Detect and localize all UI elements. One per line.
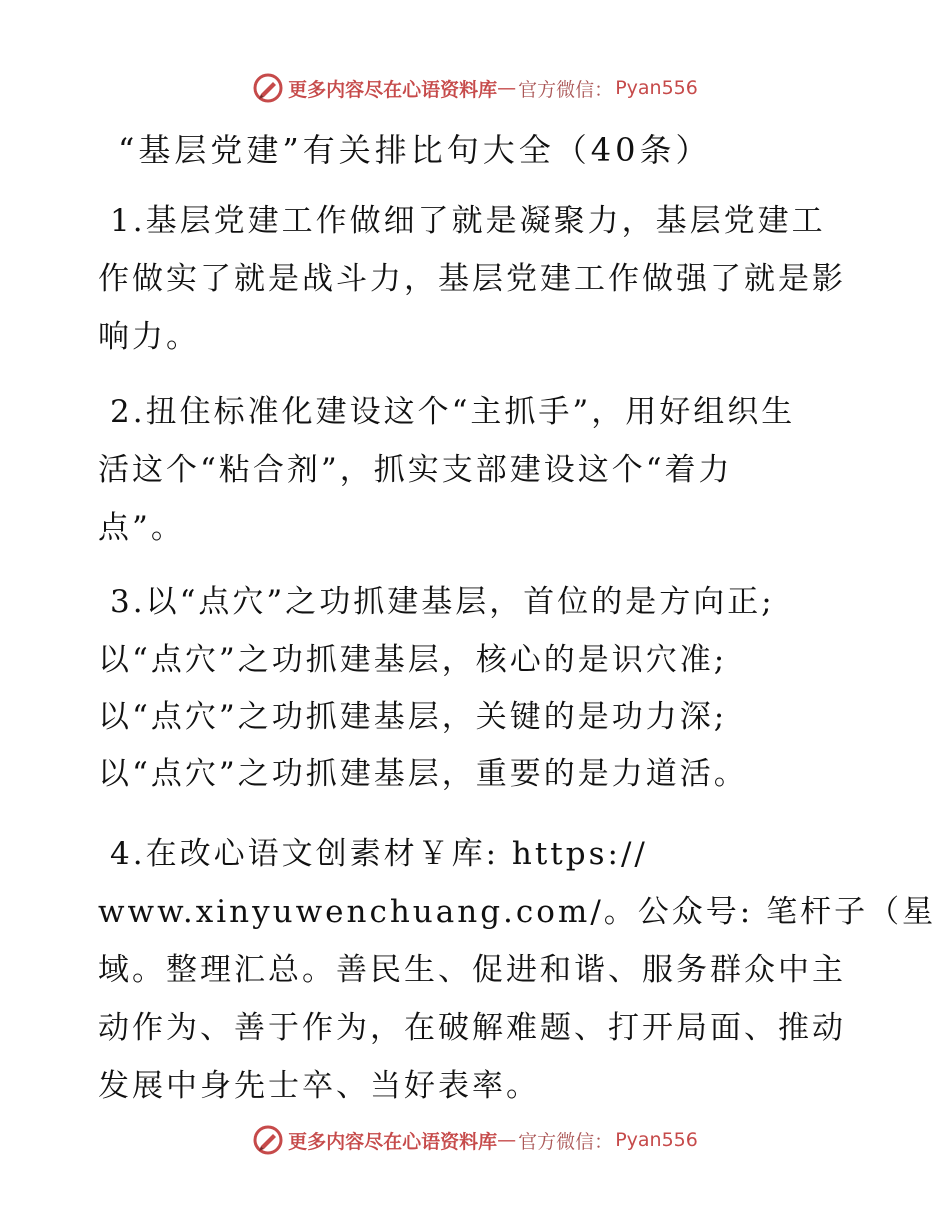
paragraph-line: 活这个“粘合剂”，抓实支部建设这个“着力 xyxy=(98,452,733,488)
paragraph-3 xyxy=(98,574,858,803)
paragraph-line: 域。整理汇总。善民生、促进和谐、服务群众中主 xyxy=(98,952,846,988)
banner-wechat-id: Pyan556 xyxy=(615,1129,698,1151)
banner-wechat-label: 官方微信： xyxy=(518,78,614,101)
pen-logo-icon xyxy=(252,72,284,104)
paragraph-line: 以“点穴”之功抓建基层，关键的是功力深; xyxy=(98,699,728,735)
banner-dash: — xyxy=(497,77,517,99)
paragraph-line: www.xinyuwenchuang.com/。公众号: 笔杆子（星 xyxy=(98,894,937,930)
footer-watermark-banner xyxy=(0,1124,950,1156)
paragraph-line: 发展中身先士卒、当好表率。 xyxy=(98,1068,540,1104)
banner-main-text: 更多内容尽在心语资料库 xyxy=(288,1130,498,1153)
paragraph-line: 作做实了就是战斗力，基层党建工作做强了就是影 xyxy=(98,261,846,297)
paragraph-line: 响力。 xyxy=(98,319,200,355)
banner-main-text: 更多内容尽在心语资料库 xyxy=(288,78,498,101)
pen-logo-icon xyxy=(252,1124,284,1156)
paragraph-line: 以“点穴”之功抓建基层，核心的是识穴准; xyxy=(98,642,728,678)
paragraph-line: 3.以“点穴”之功抓建基层，首位的是方向正; xyxy=(110,584,775,620)
banner-dash: — xyxy=(497,1129,517,1151)
paragraph-line: 动作为、善于作为，在破解难题、打开局面、推动 xyxy=(98,1010,846,1046)
header-watermark-banner xyxy=(0,72,950,104)
banner-wechat-id: Pyan556 xyxy=(615,77,698,99)
paragraph-1 xyxy=(98,192,858,366)
paragraph-line: 以“点穴”之功抓建基层，重要的是力道活。 xyxy=(98,756,748,792)
banner-wechat-label: 官方微信： xyxy=(518,1130,614,1153)
paragraph-4 xyxy=(98,825,937,1115)
document-title: “基层党建”有关排比句大全（40条） xyxy=(118,131,712,169)
paragraph-2 xyxy=(98,383,858,557)
paragraph-line: 4.在改心语文创素材￥库: https:// xyxy=(110,836,648,872)
paragraph-line: 1.基层党建工作做细了就是凝聚力，基层党建工 xyxy=(110,203,826,239)
paragraph-line: 点”。 xyxy=(98,510,185,546)
paragraph-line: 2.扭住标准化建设这个“主抓手”，用好组织生 xyxy=(110,394,796,430)
